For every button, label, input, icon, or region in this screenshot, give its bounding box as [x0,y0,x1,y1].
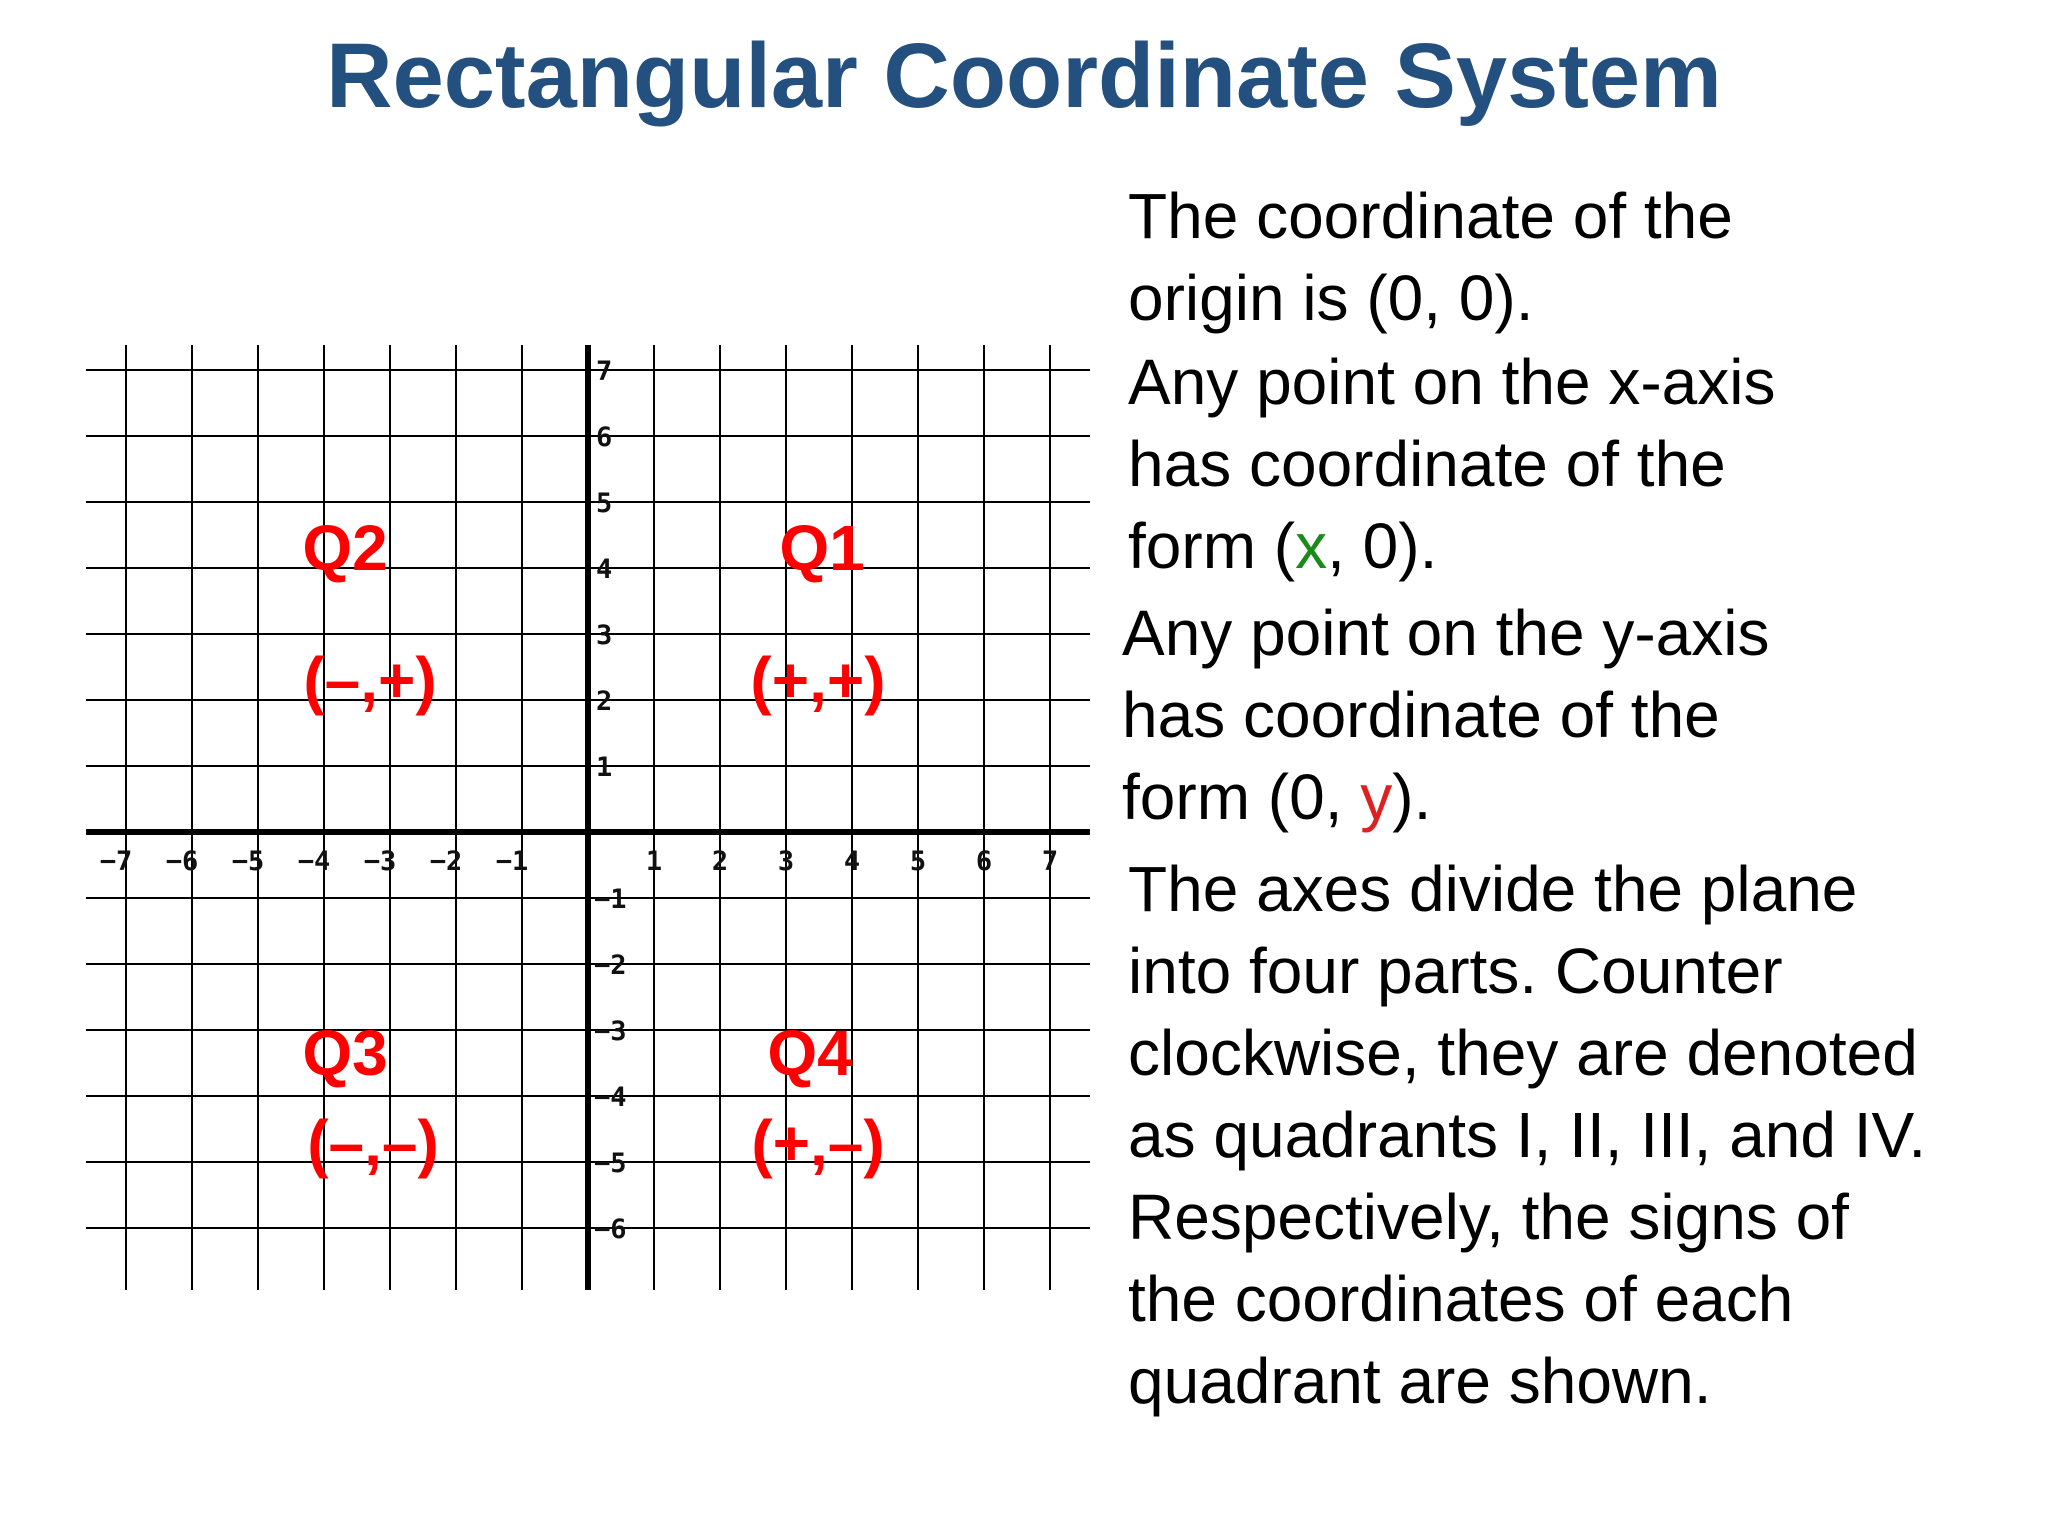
y-tick-label: −3 [594,1016,627,1047]
x-tick-label: −2 [429,846,463,877]
y-tick-label: −6 [594,1214,627,1245]
y-axis-text-line-3 [1122,756,1769,838]
quadrant-2-signs: (–,+) [303,644,437,716]
y-tick-label: 4 [596,554,613,585]
origin-explanation [1128,175,1733,339]
y-tick-label: 2 [596,686,613,717]
quadrant-text-line-4: as quadrants I, II, III, and IV. [1128,1099,1927,1171]
x-axis-text-line-3 [1128,505,1775,587]
y-tick-label: 7 [596,356,613,387]
y-axis-explanation [1122,592,1769,838]
x-axis-text-line-2: has coordinate of the [1128,428,1726,500]
y-tick-label: 5 [596,488,613,519]
y-tick-label: 3 [596,620,613,651]
y-axis-tick-labels [594,356,627,1245]
x-tick-label: 3 [777,846,795,877]
quadrant-text-line-6: the coordinates of each [1128,1263,1794,1335]
y-variable: y [1360,761,1393,833]
x-tick-label: −5 [231,846,265,877]
x-tick-label: −3 [363,846,397,877]
y-tick-label: 6 [596,422,613,453]
x-variable: x [1295,510,1328,582]
x-form-prefix: form ( [1128,510,1296,582]
x-tick-label: 5 [909,846,927,877]
coordinate-plane [0,0,1100,1300]
quadrant-text-line-5: Respectively, the signs of [1128,1181,1849,1253]
origin-text-line-2: origin is (0, 0). [1128,262,1534,334]
y-form-suffix: ). [1392,761,1432,833]
x-tick-label: 4 [843,846,861,877]
x-tick-label: −6 [165,846,199,877]
y-tick-label: −2 [594,950,627,981]
y-form-prefix: form (0, [1122,761,1361,833]
x-form-suffix: , 0). [1327,510,1438,582]
quadrant-1-label: Q1 [779,512,865,584]
quadrant-text-line-2: into four parts. Counter [1128,935,1783,1007]
x-axis-tick-labels [100,846,1058,877]
y-tick-label: −1 [594,884,627,915]
quadrant-text-line-7: quadrant are shown. [1128,1345,1712,1417]
quadrant-text-line-1: The axes divide the plane [1128,853,1858,925]
page-title: Rectangular Coordinate System [326,25,1722,127]
origin-text-line-1: The coordinate of the [1128,180,1733,252]
quadrant-4-signs: (+,–) [751,1107,885,1179]
quadrant-1-signs: (+,+) [750,644,886,716]
quadrant-2-label: Q2 [302,512,388,584]
coordinate-grid [0,0,1100,1300]
x-axis-text-line-1: Any point on the x-axis [1128,346,1776,418]
quadrant-3-signs: (–,–) [307,1107,439,1179]
y-tick-label: −5 [594,1148,627,1179]
x-tick-label: 2 [711,846,729,877]
quadrant-explanation [1128,848,1926,1422]
x-axis-explanation [1128,341,1775,587]
x-tick-label: −4 [297,846,331,877]
y-tick-label: 1 [596,752,613,783]
x-tick-label: 7 [1041,846,1059,877]
x-tick-label: −1 [495,846,529,877]
quadrant-text-line-3: clockwise, they are denoted [1128,1017,1918,1089]
y-axis-text-line-2: has coordinate of the [1122,679,1720,751]
quadrant-4-label: Q4 [767,1017,853,1089]
x-tick-label: −7 [99,846,133,877]
x-tick-label: 6 [975,846,993,877]
x-tick-label: 1 [645,846,663,877]
y-tick-label: −4 [594,1082,627,1113]
y-axis-text-line-1: Any point on the y-axis [1122,597,1770,669]
axes [86,345,1090,1290]
quadrant-3-label: Q3 [302,1017,388,1089]
